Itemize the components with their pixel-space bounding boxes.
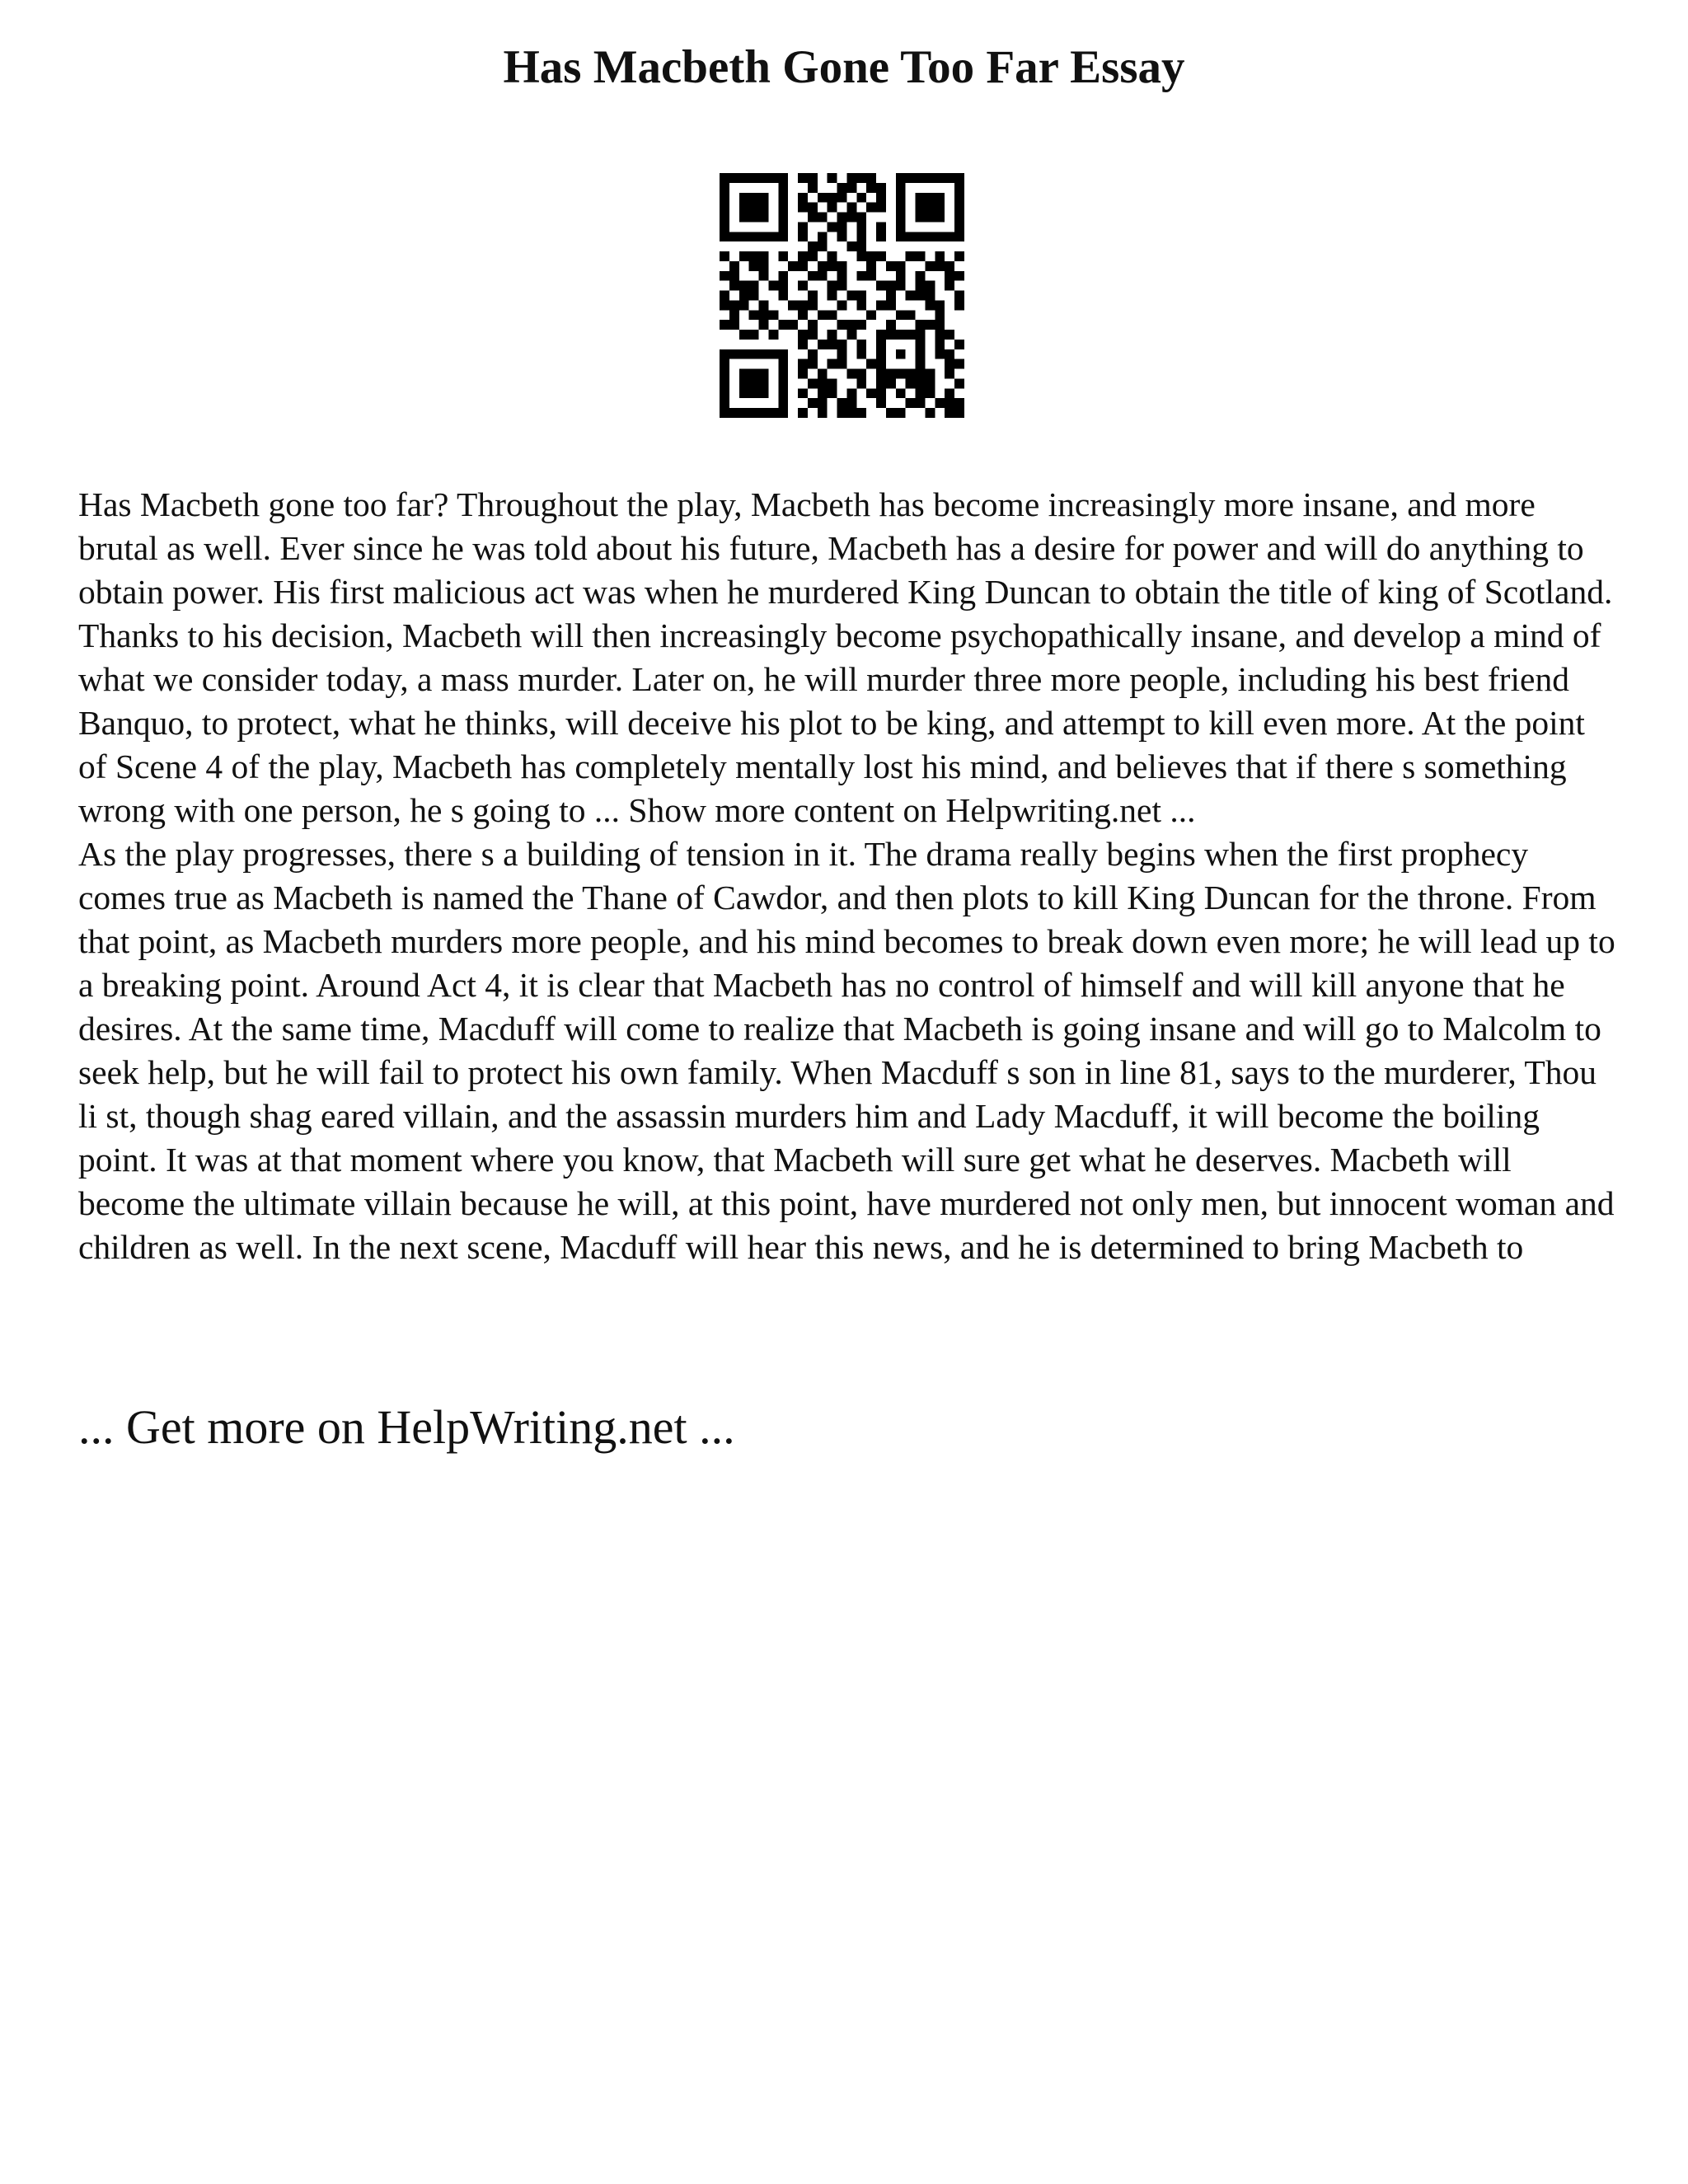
page-title: Has Macbeth Gone Too Far Essay <box>503 41 1185 93</box>
essay-body <box>78 483 1620 1269</box>
qr-code-icon[interactable] <box>720 173 964 418</box>
essay-paragraph-1: Has Macbeth gone too far? Throughout the play, Macbeth has become increasingly more insane, and more brutal as well. Ever since he was told about his future, Macbeth has a desire for power and will do anything to obtain power. His first malicious act was when he murdered King Duncan to obtain the title of king of Scotland. Thanks to his decision, Macbeth will then increasingly become psychopathically insane, and develop a mind of what we consider today, a mass murder. Later on, he will murder three more people, including his best friend Banquo, to protect, what he thinks, will deceive his plot to be king, and attempt to kill even more. At the point of Scene 4 of the play, Macbeth has completely mentally lost his mind, and believes that if there s something wrong with one person, he s going to ... Show more content on Helpwriting.net ... <box>78 485 1613 829</box>
essay-paragraph-2: As the play progresses, there s a building of tension in it. The drama really begins when the first prophecy comes true as Macbeth is named the Thane of Cawdor, and then plots to kill King Duncan for the throne. From that point, as Macbeth murders more people, and his mind becomes to break down even more; he will lead up to a breaking point. Around Act 4, it is clear that Macbeth has no control of himself and will kill anyone that he desires. At the same time, Macduff will come to realize that Macbeth is going insane and will go to Malcolm to seek help, but he will fail to protect his own family. When Macduff s son in line 81, says to the murderer, Thou li st, though shag eared villain, and the assassin murders him and Lady Macduff, it will become the boiling point. It was at that moment where you know, that Macbeth will sure get what he deserves. Macbeth will become the ultimate villain because he will, at this point, have murdered not only men, but innocent woman and children as well. In the next scene, Macduff will hear this news, and he is determined to bring Macbeth to <box>78 835 1615 1266</box>
get-more-link[interactable]: ... Get more on HelpWriting.net ... <box>78 1400 735 1454</box>
